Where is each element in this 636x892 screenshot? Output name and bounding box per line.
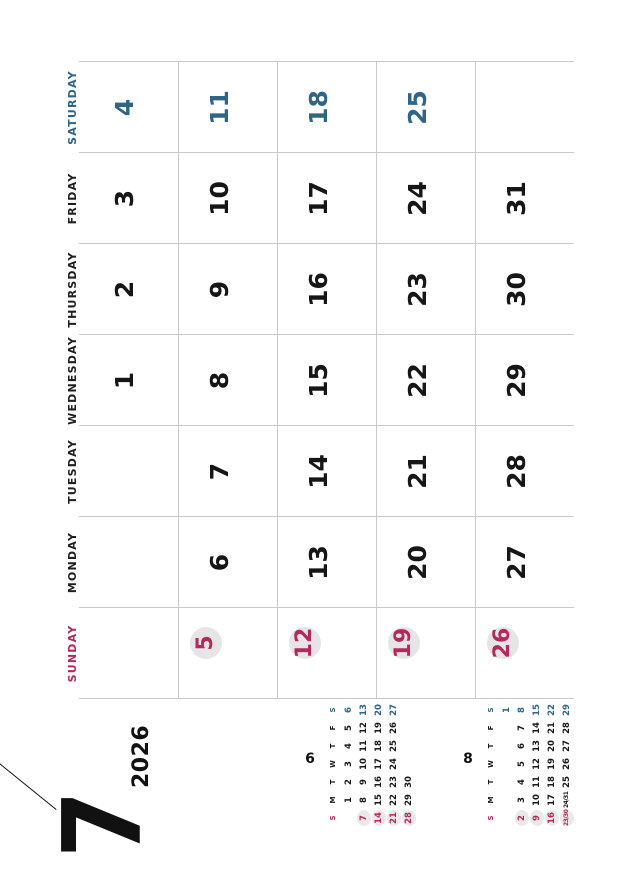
mini-weekday: M — [329, 796, 337, 804]
mini-day: 21 — [547, 722, 557, 734]
day-number: 6 — [204, 553, 234, 572]
year-label: 2026 — [129, 724, 154, 788]
mini-day: 19 — [374, 722, 384, 734]
mini-day: 24 — [389, 758, 399, 770]
mini-weekday: S — [329, 707, 337, 713]
mini-day: 7 — [517, 725, 527, 731]
mini-weekday: W — [487, 760, 495, 768]
mini-day: 28 — [562, 722, 572, 734]
mini-day: 15 — [532, 704, 542, 716]
mini-weekday: T — [329, 743, 337, 749]
mini-day: 6 — [517, 743, 527, 749]
day-name-friday: FRIDAY — [66, 172, 79, 225]
mini-day: 20 — [547, 740, 557, 752]
grid-line-vertical — [79, 61, 574, 62]
mini-weekday: F — [487, 725, 495, 731]
mini-day: 27 — [562, 740, 572, 752]
day-number: 30 — [501, 272, 531, 307]
day-name-sunday: SUNDAY — [66, 624, 79, 683]
grid-line-vertical — [79, 152, 574, 153]
mini-day: 4 — [517, 779, 527, 785]
day-name-saturday: SATURDAY — [66, 70, 79, 145]
day-number: 23 — [402, 272, 432, 307]
mini-day: 29 — [404, 794, 414, 806]
day-number: 1 — [109, 371, 139, 390]
day-number: 10 — [204, 181, 234, 216]
mini-calendar-month: 8 — [463, 751, 473, 767]
mini-day: 17 — [547, 794, 557, 806]
mini-day: 15 — [374, 794, 384, 806]
mini-weekday: W — [329, 760, 337, 768]
day-name-wednesday: WEDNESDAY — [66, 336, 79, 425]
mini-day: 3 — [344, 761, 354, 767]
grid-line-vertical — [79, 516, 574, 517]
mini-day: 18 — [547, 776, 557, 788]
day-name-tuesday: TUESDAY — [66, 439, 79, 504]
mini-day: 11 — [532, 776, 542, 788]
day-number: 3 — [109, 189, 139, 208]
day-number: 17 — [303, 181, 333, 216]
mini-day: 4 — [344, 743, 354, 749]
mini-day: 2 — [515, 810, 529, 826]
day-number: 28 — [501, 454, 531, 489]
mini-day: 1 — [502, 707, 512, 713]
mini-day: 24/31 — [563, 791, 570, 808]
mini-day: 11 — [359, 740, 369, 752]
mini-day: 27 — [389, 704, 399, 716]
day-number: 18 — [303, 90, 333, 125]
mini-day: 14 — [532, 722, 542, 734]
mini-day: 10 — [359, 758, 369, 770]
mini-weekday: S — [487, 707, 495, 713]
mini-day: 25 — [562, 776, 572, 788]
day-number: 29 — [501, 363, 531, 398]
mini-day: 22 — [389, 794, 399, 806]
mini-calendar-month: 6 — [305, 751, 315, 767]
month-number: 7 — [41, 790, 166, 858]
day-number: 22 — [402, 363, 432, 398]
mini-day: 26 — [562, 758, 572, 770]
mini-day: 1 — [344, 797, 354, 803]
grid-line-vertical — [79, 607, 574, 608]
mini-weekday: T — [329, 779, 337, 785]
mini-weekday: S — [329, 815, 337, 821]
mini-day: 8 — [359, 797, 369, 803]
mini-day: 20 — [374, 704, 384, 716]
mini-day: 22 — [547, 704, 557, 716]
mini-day: 19 — [547, 758, 557, 770]
mini-day: 3 — [517, 797, 527, 803]
day-number: 14 — [303, 454, 333, 489]
day-number: 27 — [501, 545, 531, 580]
mini-day: 13 — [532, 740, 542, 752]
mini-day: 16 — [374, 776, 384, 788]
mini-day: 25 — [389, 740, 399, 752]
mini-day: 9 — [530, 810, 544, 826]
day-name-thursday: THURSDAY — [66, 251, 79, 328]
grid-line-vertical — [79, 243, 574, 244]
day-number: 21 — [402, 454, 432, 489]
day-number: 16 — [303, 272, 333, 307]
day-number: 2 — [109, 280, 139, 299]
day-number: 11 — [204, 90, 234, 125]
day-number: 26 — [487, 627, 519, 659]
grid-line-horizontal — [376, 62, 377, 699]
mini-day: 10 — [532, 794, 542, 806]
mini-weekday: S — [487, 815, 495, 821]
mini-day: 12 — [359, 722, 369, 734]
day-number: 8 — [204, 371, 234, 390]
day-name-monday: MONDAY — [66, 531, 79, 594]
mini-day: 17 — [374, 758, 384, 770]
grid-line-horizontal — [178, 62, 179, 699]
mini-day: 5 — [517, 761, 527, 767]
mini-day: 12 — [532, 758, 542, 770]
day-number: 19 — [388, 627, 420, 659]
mini-day: 29 — [562, 704, 572, 716]
mini-day: 6 — [344, 707, 354, 713]
grid-line-vertical — [79, 425, 574, 426]
mini-weekday: T — [487, 743, 495, 749]
mini-day: 21 — [387, 810, 401, 826]
day-number: 31 — [501, 181, 531, 216]
day-number: 12 — [289, 627, 321, 659]
mini-day: 16 — [545, 810, 559, 826]
mini-weekday: M — [487, 796, 495, 804]
day-number: 4 — [109, 98, 139, 117]
mini-day: 13 — [359, 704, 369, 716]
grid-line-horizontal — [277, 62, 278, 699]
grid-line-horizontal — [475, 62, 476, 699]
day-number: 13 — [303, 545, 333, 580]
day-number: 20 — [402, 545, 432, 580]
mini-day: 5 — [344, 725, 354, 731]
mini-day: 23 — [389, 776, 399, 788]
mini-day: 26 — [389, 722, 399, 734]
mini-day: 2 — [344, 779, 354, 785]
day-number: 9 — [204, 280, 234, 299]
mini-day: 9 — [359, 779, 369, 785]
day-number: 25 — [402, 90, 432, 125]
grid-line-vertical — [79, 698, 574, 699]
mini-day: 30 — [404, 776, 414, 788]
mini-weekday: T — [487, 779, 495, 785]
day-number: 15 — [303, 363, 333, 398]
day-number: 5 — [190, 627, 222, 659]
day-number: 7 — [204, 462, 234, 481]
mini-day: 23/30 — [560, 810, 574, 826]
mini-day: 14 — [372, 810, 386, 826]
day-number: 24 — [402, 181, 432, 216]
mini-day: 28 — [402, 810, 416, 826]
grid-line-vertical — [79, 334, 574, 335]
mini-day: 7 — [357, 810, 371, 826]
mini-day: 18 — [374, 740, 384, 752]
mini-weekday: F — [329, 725, 337, 731]
mini-day: 8 — [517, 707, 527, 713]
